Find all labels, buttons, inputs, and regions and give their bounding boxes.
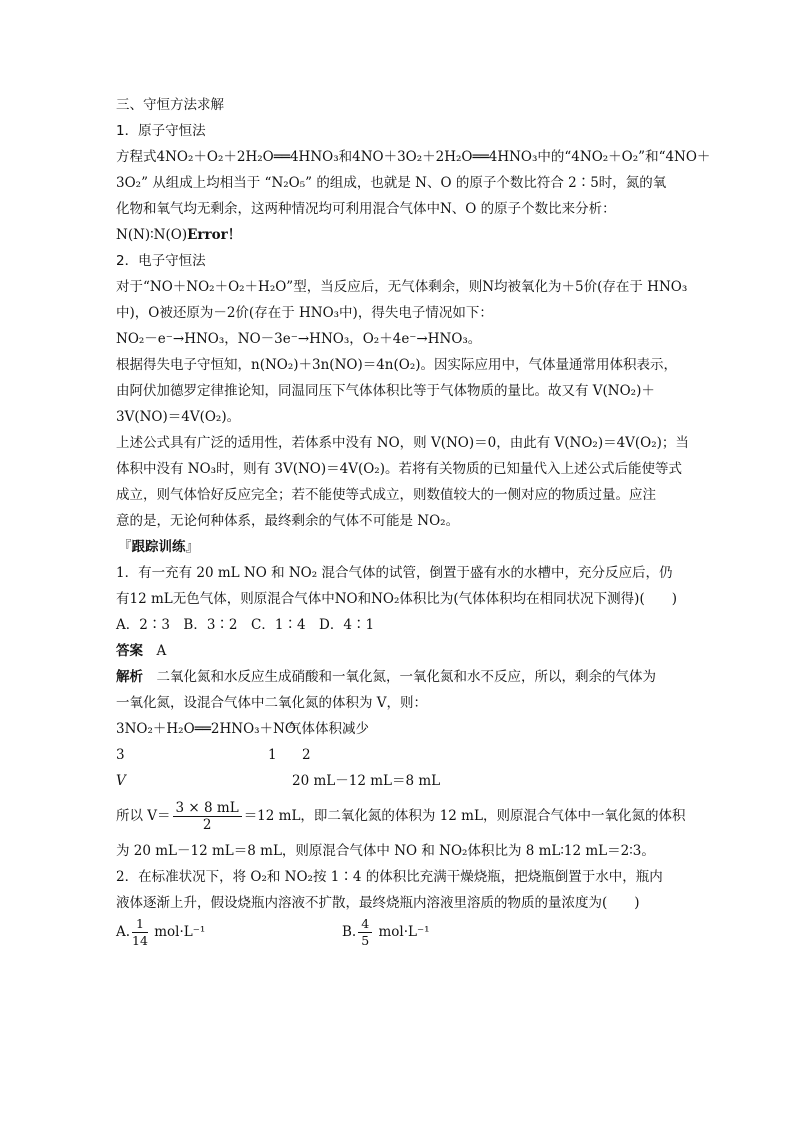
paragraph-line: 上述公式具有广泛的适用性，若体系中没有 NO，则 V(NO)＝0，由此有 V(NO₂)＝4V(O₂)；当 xyxy=(116,435,689,451)
training-tag: 『跟踪训练』 xyxy=(118,539,199,555)
subsection-electron-conservation: 2．电子守恒法 xyxy=(116,253,206,269)
question-1-line: 有12 mL无色气体，则原混合气体中NO和NO₂体积比为(气体体积均在相同状况下测得)( ) xyxy=(116,591,677,607)
analysis-line: 解析 二氧化氮和水反应生成硝酸和一氧化氮，一氧化氮和水不反应，所以，剩余的气体为 xyxy=(116,669,656,685)
ratio-prefix: N(N)∶N(O) xyxy=(116,227,188,243)
subsection-atom-conservation: 1．原子守恒法 xyxy=(116,123,206,139)
question-1-options: A．2∶3 B．3∶2 C．1∶4 D．4∶1 xyxy=(116,617,375,633)
paragraph-line: 根据得失电子守恒知，n(NO₂)＋3n(NO)＝4n(O₂)。因实际应用中，气体量通常用体积表示， xyxy=(116,357,678,373)
option-a: A. $\frac{1}{14}$ mol·L⁻¹ xyxy=(116,916,206,948)
paragraph-line: 3O₂” 从组成上均相当于 “N₂O₅” 的组成，也就是 N、O 的原子个数比符合 2∶5时，氮的氧 xyxy=(116,175,667,191)
paragraph-line: 对于“NO＋NO₂＋O₂＋H₂O”型，当反应后，无气体剩余，则N均被氧化为＋5价(存在于 HNO₃ xyxy=(116,279,688,295)
question-1-line: 1．有一充有 20 mL NO 和 NO₂ 混合气体的试管，倒置于盛有水的水槽中，充分反应后，仍 xyxy=(116,565,673,581)
calculation-fraction: $\frac{3 \times 8 mL}{2}$ xyxy=(173,800,242,833)
calculation-line: 所以 V＝ $\frac{3 \times 8 mL}{2}$ ＝12 mL，即二氧化氮的体积为 12 mL，则原混合气体中一氧化氮的体积 xyxy=(116,800,686,833)
analysis-label: 解析 xyxy=(116,669,143,685)
question-2-line: 液体逐渐上升，假设烧瓶内溶液不扩散，最终烧瓶内溶液里溶质的物质的量浓度为( ) xyxy=(116,895,640,911)
ratio-row: 3 1 2 xyxy=(116,747,311,763)
ratio-line xyxy=(116,222,681,248)
answer-line xyxy=(116,638,681,664)
section-title: 三、守恒方法求解 xyxy=(116,97,224,113)
value-row: V 20 mL－12 mL＝8 mL xyxy=(116,773,441,789)
paragraph-line: 化物和氧气均无剩余，这两种情况均可利用混合气体中N、O 的原子个数比来分析： xyxy=(116,201,616,217)
paragraph-line: 3V(NO)＝4V(O₂)。 xyxy=(116,409,241,425)
reaction-note: 气体体积减少 xyxy=(288,721,369,737)
question-2-line: 2．在标准状况下，将 O₂和 NO₂按 1∶4 的体积比充满干燥烧瓶，把烧瓶倒置于水中，瓶内 xyxy=(116,869,663,885)
paragraph-line: NO₂－e⁻→HNO₃，NO－3e⁻→HNO₃，O₂＋4e⁻→HNO₃。 xyxy=(116,331,482,347)
calculation-result: 为 20 mL－12 mL＝8 mL，则原混合气体中 NO 和 NO₂体积比为 8 mL∶12 mL＝2∶3。 xyxy=(116,843,655,859)
answer-value: A xyxy=(156,643,167,659)
paragraph-line: 由阿伏加德罗定律推论知，同温同压下气体体积比等于气体物质的量比。故又有 V(NO₂)＋ xyxy=(116,383,655,399)
paragraph-line: 成立，则气体恰好反应完全；若不能使等式成立，则数值较大的一侧对应的物质过量。应注 xyxy=(116,487,656,503)
ratio-error: Error！ xyxy=(187,227,242,243)
question-2-options xyxy=(116,916,681,960)
paragraph-line: 意的是，无论何种体系，最终剩余的气体不可能是 NO₂。 xyxy=(116,513,460,529)
reaction-equation: 3NO₂＋H₂O══2HNO₃＋NO xyxy=(116,721,296,737)
reaction-row xyxy=(116,716,681,742)
analysis-line: 一氧化氮，设混合气体中二氧化氮的体积为 V，则： xyxy=(116,695,428,711)
paragraph-line: 体积中没有 NO₃时，则有 3V(NO)＝4V(O₂)。若将有关物质的已知量代入上述公式后能使等式 xyxy=(116,461,682,477)
paragraph-line: 中)，O被还原为－2价(存在于 HNO₃中)，得失电子情况如下： xyxy=(116,305,493,321)
answer-label: 答案 xyxy=(116,643,143,659)
option-b: B. $\frac{4}{5}$ mol·L⁻¹ xyxy=(342,916,430,948)
paragraph-line: 方程式4NO₂＋O₂＋2H₂O══4HNO₃和4NO＋3O₂＋2H₂O══4HNO₃中的“4NO₂＋O₂”和“4NO＋ xyxy=(116,149,711,165)
document-page xyxy=(116,92,711,960)
